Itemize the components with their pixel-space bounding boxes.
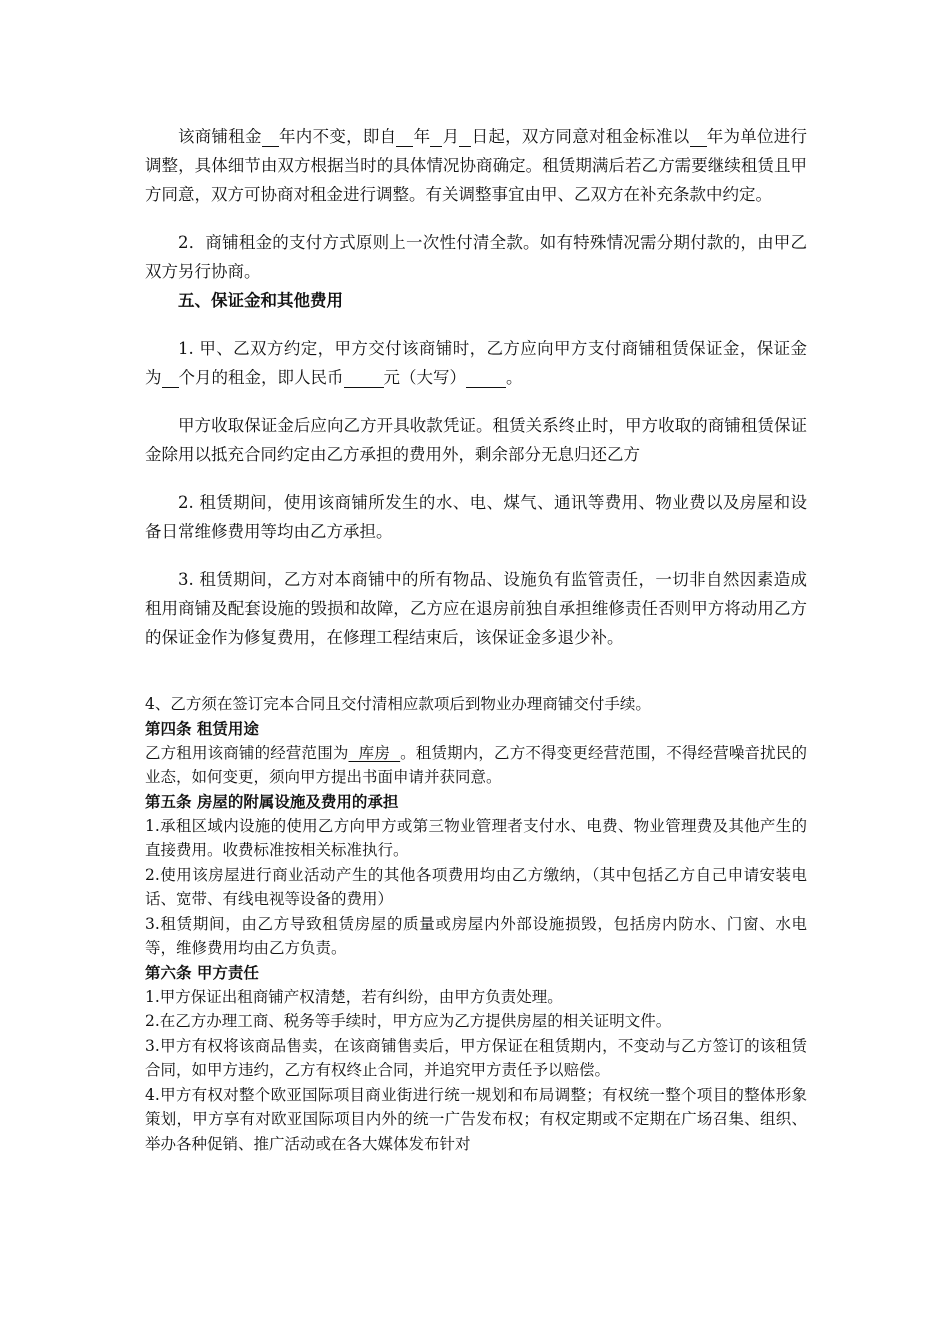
deposit-receipt-paragraph: 甲方收取保证金后应向乙方开具收款凭证。租赁关系终止时，甲方收取的商铺租赁保证金除用以抵充合同约定由乙方承担的费用外，剩余部分无息归还乙方 [145, 416, 807, 464]
article-5-item-2: 2.使用该房屋进行商业活动产生的其他各项费用均由乙方缴纳，（其中包括乙方自己申请安装电话、宽带、有线电视等设备的费用） [145, 865, 807, 908]
article-6-item-2: 2.在乙方办理工商、税务等手续时，甲方应为乙方提供房屋的相关证明文件。 [145, 1012, 672, 1030]
article-4-title: 第四条 租赁用途 [145, 718, 259, 738]
blank-field [430, 128, 442, 147]
blank-field [344, 369, 384, 388]
maintenance-paragraph: 3. 租赁期间，乙方对本商铺中的所有物品、设施负有监管责任，一切非自然因素造成租用商铺及配套设施的毁损和故障，乙方应在退房前独自承担维修责任否则甲方将动用乙方的保证金作为修复费用，在修理工程结束后，该保证金多退少补。 [145, 570, 807, 647]
article-4-body: 乙方租用该商铺的经营范围为 库房 。租赁期内，乙方不得变更经营范围，不得经营噪音扰民的业态，如何变更，须向甲方提出书面申请并获同意。 [145, 743, 807, 786]
blank-field [162, 369, 179, 388]
business-scope-value: 库房 [348, 743, 401, 762]
article-5-title: 第五条 房屋的附属设施及费用的承担 [145, 791, 399, 811]
article-6-title: 第六条 甲方责任 [145, 962, 259, 982]
deposit-paragraph: 1. 甲、乙双方约定，甲方交付该商铺时，乙方应向甲方支付商铺租赁保证金，保证金为 个月的租金，即人民币 元（大写） 。 [145, 339, 807, 387]
section-heading-deposit: 五、保证金和其他费用 [178, 291, 343, 310]
utilities-paragraph: 2. 租赁期间，使用该商铺所发生的水、电、煤气、通讯等费用、物业费以及房屋和设备日常维修费用等均由乙方承担。 [145, 493, 807, 541]
handover-paragraph: 4、乙方须在签订完本合同且交付清相应款项后到物业办理商铺交付手续。 [145, 695, 651, 713]
article-6-item-4: 4.甲方有权对整个欧亚国际项目商业街进行统一规划和布局调整；有权统一整个项目的整体形象策划，甲方享有对欧亚国际项目内外的统一广告发布权；有权定期或不定期在广场召集、组织、举办各种促销、推广活动或在各大媒体发布针对 [145, 1085, 807, 1153]
article-5-item-1: 1.承租区域内设施的使用乙方向甲方或第三物业管理者支付水、电费、物业管理费及其他产生的直接费用。收费标准按相关标准执行。 [145, 816, 807, 859]
blank-field [396, 128, 413, 147]
rent-adjustment-paragraph: 该商铺租金 年内不变，即自 年 月 日起，双方同意对租金标准以 年为单位进行调整，具体细节由双方根据当时的具体情况协商确定。租赁期满后若乙方需要继续租赁且甲方同意，双方可协商对租金进行调整。有关调整事宜由甲、乙双方在补充条款中约定。 [145, 127, 808, 204]
payment-method-paragraph: 2．商铺租金的支付方式原则上一次性付清全款。如有特殊情况需分期付款的，由甲乙双方另行协商。 [145, 233, 807, 281]
blank-field [459, 128, 471, 147]
document-body [145, 122, 807, 1156]
article-6-item-3: 3.甲方有权将该商品售卖，在该商铺售卖后，甲方保证在租赁期内，不变动与乙方签订的该租赁合同，如甲方违约，乙方有权终止合同，并追究甲方责任予以赔偿。 [145, 1036, 807, 1079]
blank-field [262, 128, 279, 147]
blank-field [690, 128, 707, 147]
blank-field [466, 369, 506, 388]
article-5-item-3: 3.租赁期间，由乙方导致租赁房屋的质量或房屋内外部设施损毁，包括房内防水、门窗、水电等，维修费用均由乙方负责。 [145, 914, 807, 957]
article-6-item-1: 1.甲方保证出租商铺产权清楚，若有纠纷，由甲方负责处理。 [145, 987, 563, 1006]
